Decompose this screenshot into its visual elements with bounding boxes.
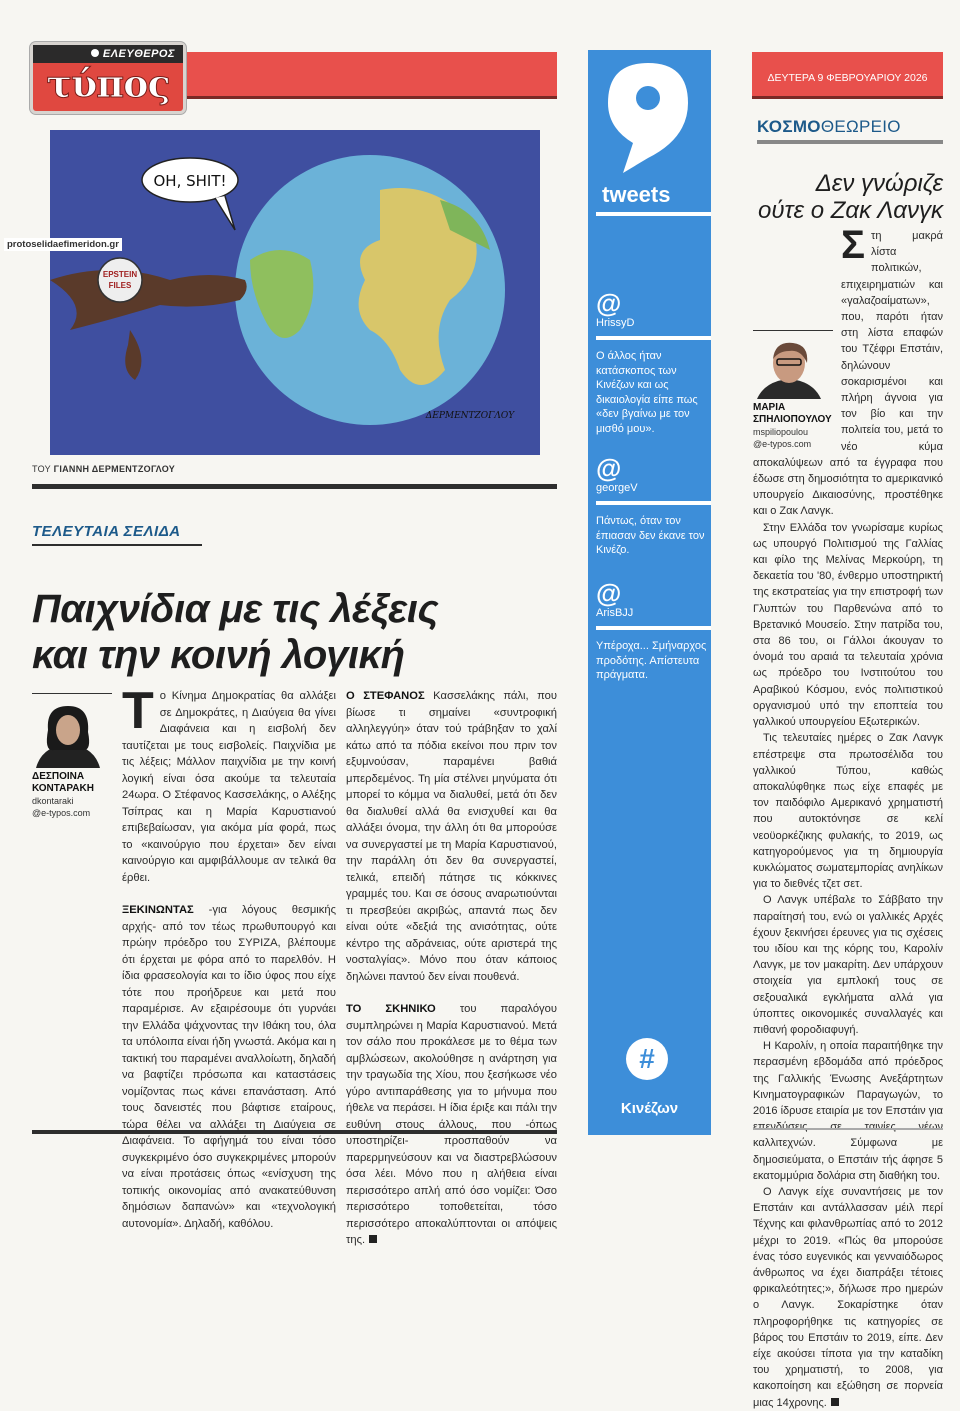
badge-text-1: EPSTEIN (102, 270, 138, 279)
paragraph-lead: ΞΕΚΙΝΩΝΤΑΣ (122, 904, 194, 916)
article-column-2 (346, 688, 557, 1249)
dropcap: Σ (841, 223, 866, 267)
tweet-handle[interactable]: georgeV (596, 482, 638, 494)
caption-prefix: ΤΟΥ (32, 464, 51, 474)
speech-text: OH, SHIT! (153, 172, 227, 190)
tweet (596, 580, 708, 683)
paragraph: Η Καρολίν, η οποία παραιτήθηκε την περασμένη εβδομάδα από πρόεδρος της Γαλλικής Ένωσης Ανεξάρτητων Κινηματογραφικών Παραγωγών, το 2016 ίδρυσε εταιρία με τον Επστάιν για καλλιτεχνών. Σύμφωνα με δημοσιεύματα, ο Επστάιν τής άφησε 5 εκατομμύρια δολάρια στη διαθήκη του. (753, 1040, 943, 1182)
paragraph-lead: ΤΟ ΣΚΗΝΙΚΟ (346, 1003, 436, 1015)
author-rule (753, 330, 833, 331)
author-name-2: ΣΠΗΛΙΟΠΟΥΛΟΥ (753, 414, 832, 425)
author-name-1: ΔΕΣΠΟΙΝΑ (32, 771, 85, 782)
headline-line-2: ούτε ο Ζακ Λανγκ (757, 197, 943, 224)
caption-author: ΓΙΑΝΝΗ ΔΕΡΜΕΝΤΖΟΓΛΟΥ (53, 464, 176, 474)
paragraph: Τις τελευταίες ημέρες ο Ζακ Λανγκ επέστρεψε στα πρωτοσέλιδα του γαλλικού Τύπου, καθώς αποκαλύφθηκε πως είχε επαφές με τον παιδόφιλο Αμερικανό χρηματιστή που αυτοκτόνησε σε κελί νεοϋορκέζικης φυλακής, το 2019, ως κατηγορούμενος για τη δημιουργία κυκλώματος σωματεμπορίας ανηλίκων για το διεθνές τζετ σετ. (753, 732, 943, 891)
paragraph: -για λόγους θεσμικής αρχής- από τον τέως πρωθυπουργό και πρώην πρόεδρο του ΣΥΡΙΖΑ, βλέπουμε ότι έρχεται με φόρα από το παρελθόν. Η ίδια φρασεολογία και το ίδιο ύφος που είχε τότε που προήδρευε και μετά που παραμέρισε. Αν εξαιρέσουμε ότι γυρνάει την Ελλάδα ψάχνοντας την Ιθάκη του, όλα τα υπόλοιπα είναι ήδη γνωστά. Ακόμα και η τακτική του παραμένει αναλλοίωτη, δηλαδή να βαφτίζει πρόσωπα και καταστάσεις νομίζοντας πως κάνει επανάσταση. Από τους δανειστές που βάφτισε εταίρους, τώρα θέλει να αλλάξει τη Διαύγεια σε Διαφάνεια. Το αφήγημά του είναι τόσο συγκεκριμένο όσο συγκεκριμένες μπορούν να είναι προτάσεις όπως «ενίσχυση της τοπικής οικονομίας από ανακατεύθυνση δημόσιων δαπανών» και «τεχνολογική αυτονομία». Δηλαδή, καθόλου. (122, 904, 336, 1230)
paragraph: ο Κίνημα Δημοκρατίας θα αλλάξει σε Δημοκράτες, η Διαύγεια θα γίνει Διαφάνεια και η εισβολή δεν ταυτίζεται με τους εισβολείς. Παιχνίδια με τις λέξεις; Μάλλον παιχνίδια με την κοινή λογική είναι όσα ακούμε τα τελευταία 24ωρα. Ο Στέφανος Κασσελάκης, ο Αλέξης Τσίπρας και η Μαρία Καρυστιανού επιβεβαίωσαν, για ακόμα μία φορά, πως το «καινούργιο που έρχεται» δεν είναι καινούργιο και αμφιβάλλουμε αν τελικά θα έρθει. (122, 690, 336, 884)
divider (32, 484, 557, 489)
paragraph: Κασσελάκης πάλι, που βίωσε τι σημαίνει «συντροφική αλληλεγγύη» όταν τού τράβηξαν το χαλί κάτω από τα πόδια εκείνοι που πριν τον εξυμνούσαν, παραμένει βαθιά μπερδεμένος. Τη μία στέλνει μηνύματα ότι μπορεί το κόμμα να διαλυθεί, μετά ότι δεν θα διαλυθεί αλλά θα ενισχυθεί και θα αλλάξει όνομα, την άλλη ότι θα μπορούσε να συνεργαστεί με τη Μαρία Καρυστιανού, την παράλλη ότι δεν θα συνεργαστεί, τελικά, επειδή πάτησε τις κόκκινες γραμμές του. Και σε όσους αναρωτιούνται τι πρεσβεύει ακριβώς, απαντά πως δεν είναι ούτε «δεξιά της ανισότητας, ούτε κέντρο της αδράνειας, ούτε αριστερά της νοσταλγίας». Μόνο που όταν κάποιος δηλώνει παντού δεν είναι πουθενά. (346, 690, 557, 983)
column-title-light: ΘΕΩΡΕΙΟ (820, 117, 901, 136)
right-article-body (753, 223, 943, 1411)
tweet-text: Ο άλλος ήταν κατάσκοπος των Κινέζων και ως δικαιολογία είπε πως «δεν βγαίνω με τον μισθό μου». (596, 350, 698, 435)
tweet-rule (596, 336, 711, 340)
headline-line-2: και την κοινή λογική (32, 633, 405, 677)
author-photo (32, 700, 104, 768)
bottom-rule-left (32, 1130, 557, 1134)
headline-line-1: Παιχνίδια με τις λέξεις (32, 587, 439, 631)
watermark: protoselidaefimeridon.gr (4, 238, 122, 251)
paragraph-lead: Ο ΣΤΕΦΑΝΟΣ (346, 690, 425, 702)
author-handle: dkontaraki (32, 796, 74, 806)
paragraph: Ο Λανγκ υπέβαλε το Σάββατο την παραίτησή του, ενώ οι γαλλικές Αρχές έχουν ξεκινήσει έρευνες για τις σχέσεις του ιδίου και της κόρης του, Καρολίν Λανγκ, με τον μακαρίτη. Δεν υπάρχουν στοιχεία για εμπλοκή τους σε σεξουαλικά εγκλήματα αλλά για ύποπτες οικονομικές συναλλαγές και πιθανή φοροδιαφυγή. (753, 894, 943, 1036)
arm-shape (50, 270, 247, 330)
cartoon-illustration (50, 130, 540, 455)
column-title (757, 117, 901, 137)
section-label: ΤΕΛΕΥΤΑΙΑ ΣΕΛΙΔΑ (32, 523, 181, 540)
article-column-1 (122, 682, 336, 1232)
author-box (753, 330, 835, 450)
bird-icon (603, 58, 693, 178)
cartoon-caption (32, 464, 175, 474)
tweet-rule (596, 501, 711, 505)
at-icon: @ (596, 453, 622, 483)
author-email[interactable]: @e-typos.com (753, 439, 812, 449)
epstein-files-badge (98, 258, 142, 302)
newspaper-logo[interactable] (30, 42, 186, 114)
tweets-title: tweets (602, 182, 671, 207)
column-title-rule (757, 140, 943, 144)
bottom-rule-right (753, 1128, 943, 1130)
author-handle: mspiliopoulou (753, 427, 809, 437)
article-headline (32, 586, 438, 678)
cartoon (50, 130, 540, 455)
logo-main-text: τύπος (46, 61, 170, 106)
badge-text-2: FILES (108, 281, 132, 290)
end-mark (369, 1235, 377, 1243)
paragraph: του παραλόγου συμπληρώνει η Μαρία Καρυστιανού. Μετά τον σάλο που προκάλεσε με το θέμα των αμβλώσεων, ακολούθησε η ανάρτηση για την τραγωδία της Χίου, που ξεσήκωσε νέο γύρο αντιπαράθεσης για το μήνυμα που ήθελε να περάσει. Η ίδια έριξε και πάλι την ευθύνη στους άλλους, που -όπως υποστηρίζει- προσπαθούν να παρερμηνεύσουν και να διαστρεβλώσουν όσα λέει. Μόνο που η αλήθεια είναι περισσότερο απλή από όσο νομίζει: Όσο περισσότερο τοποθετείται, τόσο περισσότερο αποκαλύπτονται οι απόψεις της. (346, 1003, 557, 1246)
headline-line-1: Δεν γνώριζε (815, 170, 943, 197)
tweet (596, 290, 708, 436)
author-photo (753, 337, 825, 399)
end-mark (831, 1398, 839, 1406)
date-bar: ΔΕΥΤΕΡΑ 9 ΦΕΒΡΟΥΑΡΙΟΥ 2026 (752, 52, 943, 99)
tweet-handle[interactable]: ArisBJJ (596, 607, 634, 619)
tweet-text: Υπέροχα... Σμήναρχος προδότης. Απίστευτα πράγματα. (596, 640, 707, 681)
at-icon: @ (596, 288, 622, 318)
logo-top-text: ΕΛΕΥΘΕΡΟΣ (33, 45, 183, 63)
tweet-text: Πάντως, όταν τον έπιασαν δεν έκανε τον Κινέζο. (596, 515, 705, 556)
paragraph: Στην Ελλάδα τον γνωρίσαμε κυρίως ως υπουργό Πολιτισμού της Γαλλίας και φίλο της Μελίνας Μερκούρη, τη δεκαετία του '80, ένθερμο υποστηρικτή της εκστρατείας για την επιστροφή των Γλυπτών του Παρθενώνα από το Βρετανικό Μουσείο. Στην πατρίδα του, στα 86 του, οι Γάλλοι άκουγαν το όνομά του αραιά τα τελευταία χρόνια ως πρόεδρο του Ινστιτούτου του Αραβικού Κόσμου, ενός πολιτιστικού οργανισμού υπό την εποπτεία του γαλλικού υπουργείου Εξωτερικών. (753, 521, 943, 729)
author-name-1: ΜΑΡΙΑ (753, 402, 786, 413)
section-underline (32, 544, 202, 546)
tweet (596, 455, 708, 558)
author-box (32, 693, 117, 819)
column-title-bold: ΚΟΣΜΟ (757, 117, 821, 136)
author-email[interactable]: @e-typos.com (32, 808, 91, 818)
hashtag-label[interactable]: Κινέζων (620, 1100, 679, 1117)
tweet-handle[interactable]: HrissyD (596, 317, 635, 329)
tweets-title-rule (596, 212, 711, 216)
tweet-rule (596, 626, 711, 630)
tweets-column (588, 50, 711, 1135)
right-headline (752, 170, 943, 224)
paragraph: Ο Λανγκ είχε συναντήσεις με τον Επστάιν και αντάλλασσαν μέιλ περί Τέχνης και φιλανθρωπίας από το 2012 μέχρι το 2019. «Πώς θα μπορούσε ένας τόσο ευγενικός και γενναιόδωρος άνθρωπος να έχει διαπράξει τέτοιες φρικαλεότητες;», δήλωσε προ ημερών ο Λανγκ. Σοκαρίστηκε όταν πληροφορήθηκε τις κατηγορίες σε βάρος του Επστάιν το 2019, είπε. Δεν είχε ακούσει τίποτα για την καταδίκη του χρηματιστή, το 2008, για κακοποίηση και εξώθηση σε πορνεία μιας 14χρονης. (753, 1185, 943, 1409)
hashtag-icon: # (626, 1038, 668, 1080)
author-rule (32, 693, 112, 694)
signature: ΔΕΡΜΕΝΤΖΟΓΛΟΥ (425, 411, 515, 421)
at-icon: @ (596, 578, 622, 608)
author-name-2: ΚΟΝΤΑΡΑΚΗ (32, 783, 94, 794)
dropcap: Τ (122, 682, 154, 740)
paragraph: τη μακρά λίστα πολιτικών, επιχειρηματιών και «γαλαζοαίματων», που, παρότι ήταν στη λίστα επαφών του Τζέφρι Επστάιν, δηλώνουν σοκαρισμένοι και πλήρη άγνοια για τον βίο και την πολιτεία του, μετά το νέο κύμα αποκαλύψεων από τα έγγραφα που έδωσε στη δημοσιότητα το αμερικανικό υπουργείο Δικαιοσύνης, προστέθηκε και ο Ζακ Λανγκ. (753, 230, 943, 518)
